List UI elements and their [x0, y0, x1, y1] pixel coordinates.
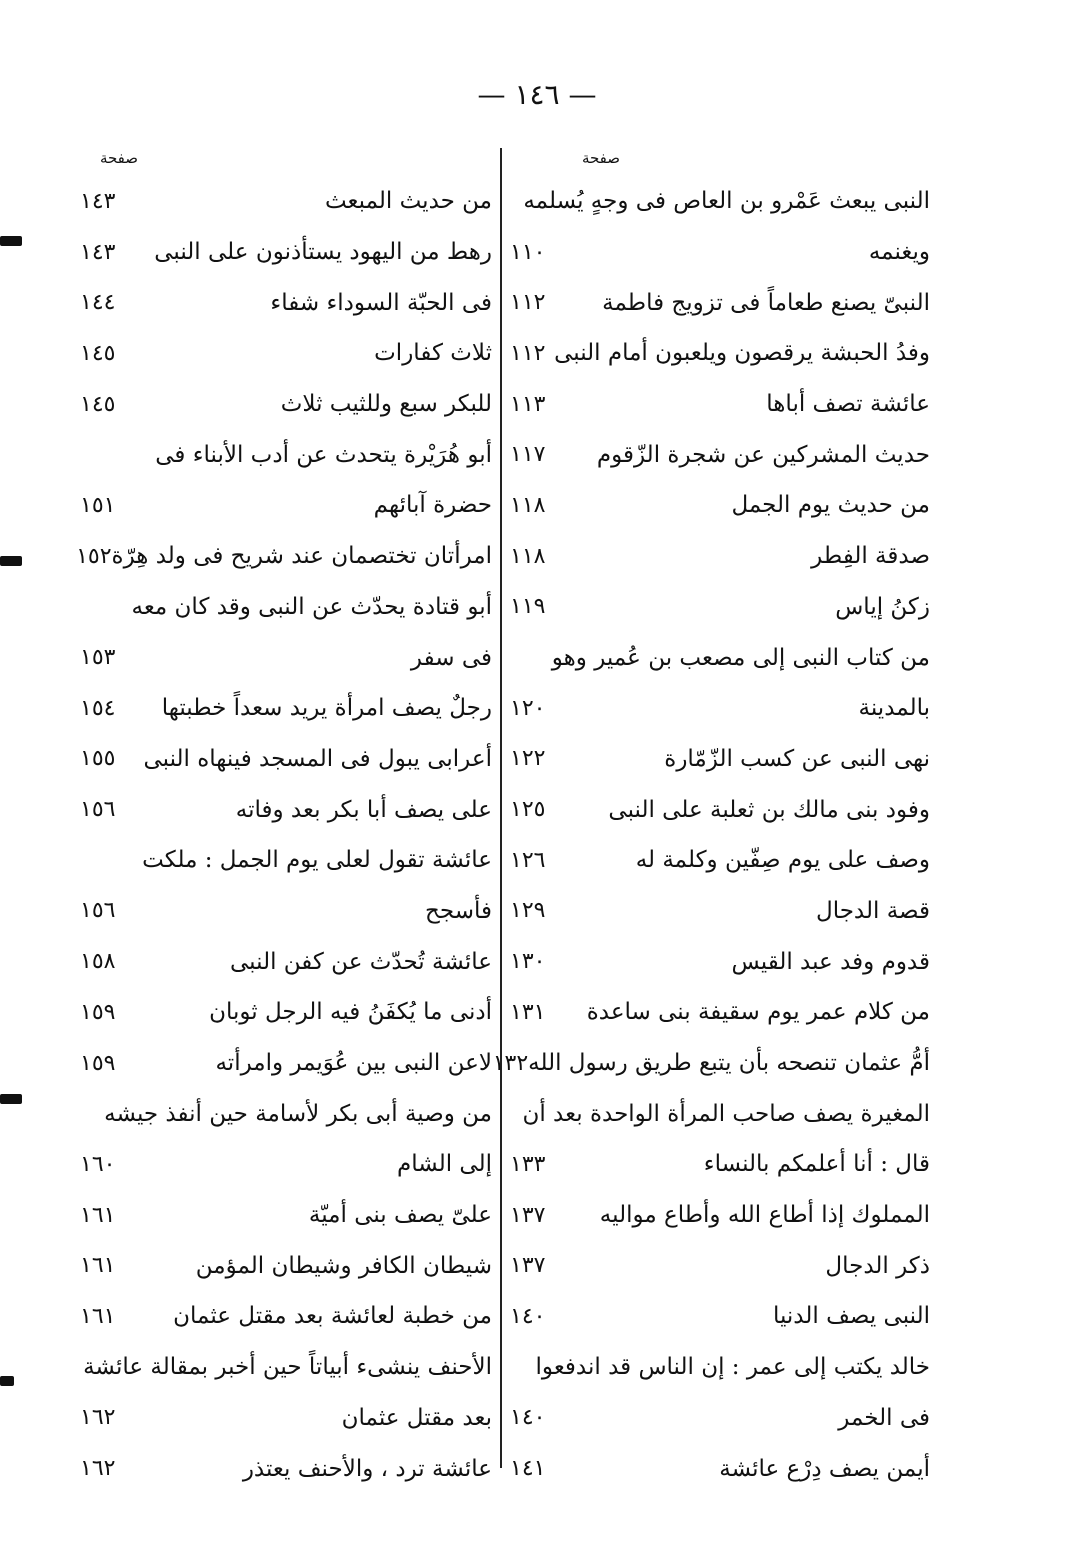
entry-page-number: ١٦٢ — [80, 1405, 116, 1431]
entry-title: ويغنمه — [868, 239, 930, 266]
entry-title: من خطبة لعائشة بعد مقتل عثمان — [173, 1303, 492, 1330]
entry-page-number: ١١٠ — [510, 239, 546, 265]
entry-title: فى الحبّة السوداء شفاء — [270, 289, 492, 316]
entry-title: زكنُ إياس — [835, 593, 930, 620]
entry-page-number: ١٤٣ — [80, 239, 116, 265]
entry-title: وصف على يوم صِفّين وكلمة له — [635, 847, 930, 874]
toc-entry — [80, 480, 492, 531]
toc-entry — [510, 1342, 930, 1393]
entry-page-number: ١٥٥ — [80, 746, 116, 772]
margin-mark — [0, 1094, 22, 1104]
page-header-label: صفحة — [581, 149, 620, 167]
toc-entry — [80, 784, 492, 835]
toc-entry — [510, 1139, 930, 1190]
toc-entry — [510, 683, 930, 734]
entry-title: عائشة تصف أباها — [766, 391, 930, 418]
entry-title: قصة الدجال — [816, 897, 930, 924]
toc-entry — [80, 734, 492, 785]
entry-page-number: ١٦١ — [80, 1202, 116, 1228]
entry-title: أبو قتادة يحدّث عن النبى وقد كان معه — [131, 593, 492, 620]
entry-title: النبىّ يصنع طعاماً فى تزويج فاطمة — [602, 289, 930, 316]
entry-page-number: ١٥١ — [80, 492, 116, 518]
toc-entry — [80, 632, 492, 683]
entry-title: من حديث يوم الجمل — [731, 492, 930, 519]
toc-entry — [80, 1240, 492, 1291]
entry-page-number: ١٥٦ — [80, 898, 116, 924]
entry-page-number: ١٤٣ — [80, 188, 116, 214]
toc-entry — [80, 379, 492, 430]
entry-page-number: ١٢٩ — [510, 898, 546, 924]
entry-title: المملوك إذا أطاع الله وأطاع مواليه — [599, 1202, 930, 1229]
entry-page-number: ١٥٣ — [80, 645, 116, 671]
entry-title: امرأتان تختصمان عند شريح فى ولد هِرّة — [111, 543, 492, 570]
entry-page-number: ١٤٠ — [510, 1303, 546, 1329]
toc-entry — [510, 734, 930, 785]
entry-title: رهط من اليهود يستأذنون على النبى — [154, 239, 492, 266]
toc-entry — [510, 936, 930, 987]
entry-title: المغيرة يصف صاحب المرأة الواحدة بعد أن — [522, 1100, 930, 1127]
entry-title: خالد يكتب إلى عمر : إن الناس قد اندفعوا — [535, 1354, 930, 1381]
entry-title: أمُّ عثمان تنصحه بأن يتبع طريق رسول الله — [528, 1050, 930, 1077]
entry-title: ذكر الدجال — [825, 1252, 930, 1279]
entry-page-number: ١٣٧ — [510, 1202, 546, 1228]
entry-title: من وصية أبى بكر لأسامة حين أنفذ جيشه — [104, 1100, 492, 1127]
entry-page-number: ١١٢ — [510, 340, 546, 366]
toc-entry — [510, 886, 930, 937]
entry-page-number: ١٥٢ — [76, 543, 112, 569]
toc-entry — [80, 886, 492, 937]
toc-entry — [510, 987, 930, 1038]
entry-page-number: ١٥٩ — [80, 999, 116, 1025]
entry-title: أبو هُرَيْرة يتحدث عن أدب الأبناء فى — [155, 441, 492, 468]
entry-page-number: ١٥٤ — [80, 695, 116, 721]
toc-entry — [80, 835, 492, 886]
toc-entry — [510, 1240, 930, 1291]
entry-page-number: ١٦٠ — [80, 1151, 116, 1177]
entry-title: حديث المشركين عن شجرة الزّقوم — [596, 441, 930, 468]
entry-title: للبكر سبع وللثيب ثلاث — [280, 391, 492, 418]
entry-title: أعرابى يبول فى المسجد فينهاه النبى — [143, 745, 492, 772]
column-divider — [500, 148, 502, 1468]
entry-title: من كلام عمر يوم سقيفة بنى ساعدة — [586, 999, 930, 1026]
toc-entry — [80, 1088, 492, 1139]
toc-entry — [510, 379, 930, 430]
toc-entry — [80, 328, 492, 379]
entry-title: فى الخمر — [838, 1404, 930, 1431]
entry-title: النبى يصف الدنيا — [772, 1303, 930, 1330]
right-column-header — [510, 140, 930, 176]
entry-page-number: ١٣٧ — [510, 1253, 546, 1279]
entry-title: وفدُ الحبشة يرقصون ويلعبون أمام النبى — [554, 340, 930, 367]
toc-entry — [510, 429, 930, 480]
toc-entry — [510, 582, 930, 633]
page-header-label: صفحة — [99, 149, 138, 167]
entry-title: لاعن النبى بين عُوَيمر وامرأته — [215, 1050, 492, 1077]
toc-entry — [510, 227, 930, 278]
entry-page-number: ١٥٦ — [80, 797, 116, 823]
entry-title: عائشة تُحدّث عن كفن النبى — [230, 948, 492, 975]
entry-page-number: ١٢٦ — [510, 847, 546, 873]
entry-page-number: ١٣١ — [510, 999, 546, 1025]
toc-entry — [510, 1190, 930, 1241]
entry-page-number: ١٤٠ — [510, 1405, 546, 1431]
toc-entry — [80, 683, 492, 734]
toc-entry — [80, 429, 492, 480]
entry-title: وفود بنى مالك بن ثعلبة على النبى — [608, 796, 930, 823]
entry-title: نهى النبى عن كسب الزّمّارة — [664, 745, 930, 772]
toc-entry — [80, 1038, 492, 1089]
entry-page-number: ١٤٥ — [80, 340, 116, 366]
entry-page-number: ١١٨ — [510, 492, 546, 518]
entry-title: من حديث المبعث — [324, 188, 492, 215]
entry-title: إلى الشام — [396, 1151, 492, 1178]
toc-entry — [492, 1038, 930, 1089]
toc-entry — [510, 784, 930, 835]
margin-mark — [0, 236, 22, 246]
margin-mark — [0, 1376, 14, 1386]
toc-entry — [80, 227, 492, 278]
entry-page-number: ١٤٥ — [80, 391, 116, 417]
entry-title: رجلٌ يصف امرأة يريد سعداً خطبتها — [161, 695, 492, 722]
toc-entry — [80, 1291, 492, 1342]
entry-title: الأحنف ينشىء أبياتاً حين أخبر بمقالة عائشة — [83, 1354, 492, 1381]
entry-page-number: ١١٨ — [510, 543, 546, 569]
entry-title: بعد مقتل عثمان — [341, 1404, 492, 1431]
right-column — [492, 140, 930, 1494]
entry-title: حضرة آبائهم — [373, 492, 492, 519]
entry-title: أيمن يصف دِرْع عائشة — [719, 1455, 930, 1482]
entry-page-number: ١٦١ — [80, 1253, 116, 1279]
entry-page-number: ١٥٨ — [80, 949, 116, 975]
left-entries — [76, 176, 492, 1494]
toc-entry — [80, 1443, 492, 1494]
entry-page-number: ١١٣ — [510, 391, 546, 417]
entry-page-number: ١١٧ — [510, 442, 546, 468]
entry-page-number: ١٣٣ — [510, 1151, 546, 1177]
toc-entry — [80, 1342, 492, 1393]
toc-entry — [510, 531, 930, 582]
toc-entry — [510, 1291, 930, 1342]
toc-entry — [80, 176, 492, 227]
entry-page-number: ١٤٤ — [80, 290, 116, 316]
left-column-header — [80, 140, 492, 176]
toc-entry — [510, 176, 930, 227]
toc-entry — [80, 582, 492, 633]
left-column — [76, 140, 492, 1494]
entry-page-number: ١٣٠ — [510, 949, 546, 975]
toc-entry — [80, 936, 492, 987]
entry-title: أدنى ما يُكفَنُ فيه الرجل ثوبان — [209, 999, 492, 1026]
entry-page-number: ١٥٩ — [80, 1050, 116, 1076]
toc-entry — [510, 480, 930, 531]
toc-entry — [80, 277, 492, 328]
entry-page-number: ١٦٢ — [80, 1456, 116, 1482]
entry-title: من كتاب النبى إلى مصعب بن عُمير وهو — [551, 644, 930, 671]
entry-page-number: ١١٢ — [510, 290, 546, 316]
entry-page-number: ١٦١ — [80, 1303, 116, 1329]
entry-title: عائشة ترد ، والأحنف يعتذر — [242, 1455, 492, 1482]
entry-page-number: ١٣٢ — [492, 1050, 529, 1076]
toc-entry — [510, 1088, 930, 1139]
entry-page-number: ١٢٠ — [510, 695, 546, 721]
entry-title: ثلاث كفارات — [374, 340, 492, 367]
toc-entry — [510, 328, 930, 379]
entry-title: النبى يبعث عَمْرو بن العاص فى وجهٍ يُسلمه — [523, 188, 930, 215]
toc-entry — [80, 1393, 492, 1444]
page-number: — ١٤٦ — — [477, 78, 597, 111]
margin-mark — [0, 556, 22, 566]
entry-page-number: ١٤١ — [510, 1456, 546, 1482]
right-entries — [492, 176, 930, 1494]
entry-page-number: ١٢٢ — [510, 746, 546, 772]
toc-entry — [510, 1393, 930, 1444]
entry-title: عائشة تقول لعلى يوم الجمل : ملكت — [142, 847, 492, 874]
toc-entry — [510, 835, 930, 886]
entry-title: شيطان الكافر وشيطان المؤمن — [195, 1252, 492, 1279]
toc-entry — [510, 632, 930, 683]
entry-title: على يصف أبا بكر بعد وفاته — [235, 796, 492, 823]
entry-title: فى سفر — [410, 644, 492, 671]
entry-title: فأسجح — [425, 897, 492, 924]
toc-entry — [76, 531, 492, 582]
toc-entry — [80, 1190, 492, 1241]
toc-entry — [510, 1443, 930, 1494]
entry-page-number: ١١٩ — [510, 594, 546, 620]
entry-title: بالمدينة — [858, 695, 930, 722]
entry-title: صدقة الفِطر — [811, 543, 930, 570]
entry-page-number: ١٢٥ — [510, 797, 546, 823]
toc-entry — [80, 1139, 492, 1190]
toc-entry — [510, 277, 930, 328]
entry-title: علىّ يصف بنى أميّة — [308, 1202, 492, 1229]
entry-title: قدوم وفد عبد القيس — [731, 948, 930, 975]
toc-entry — [80, 987, 492, 1038]
entry-title: قال : أنا أعلمكم بالنساء — [703, 1151, 930, 1178]
